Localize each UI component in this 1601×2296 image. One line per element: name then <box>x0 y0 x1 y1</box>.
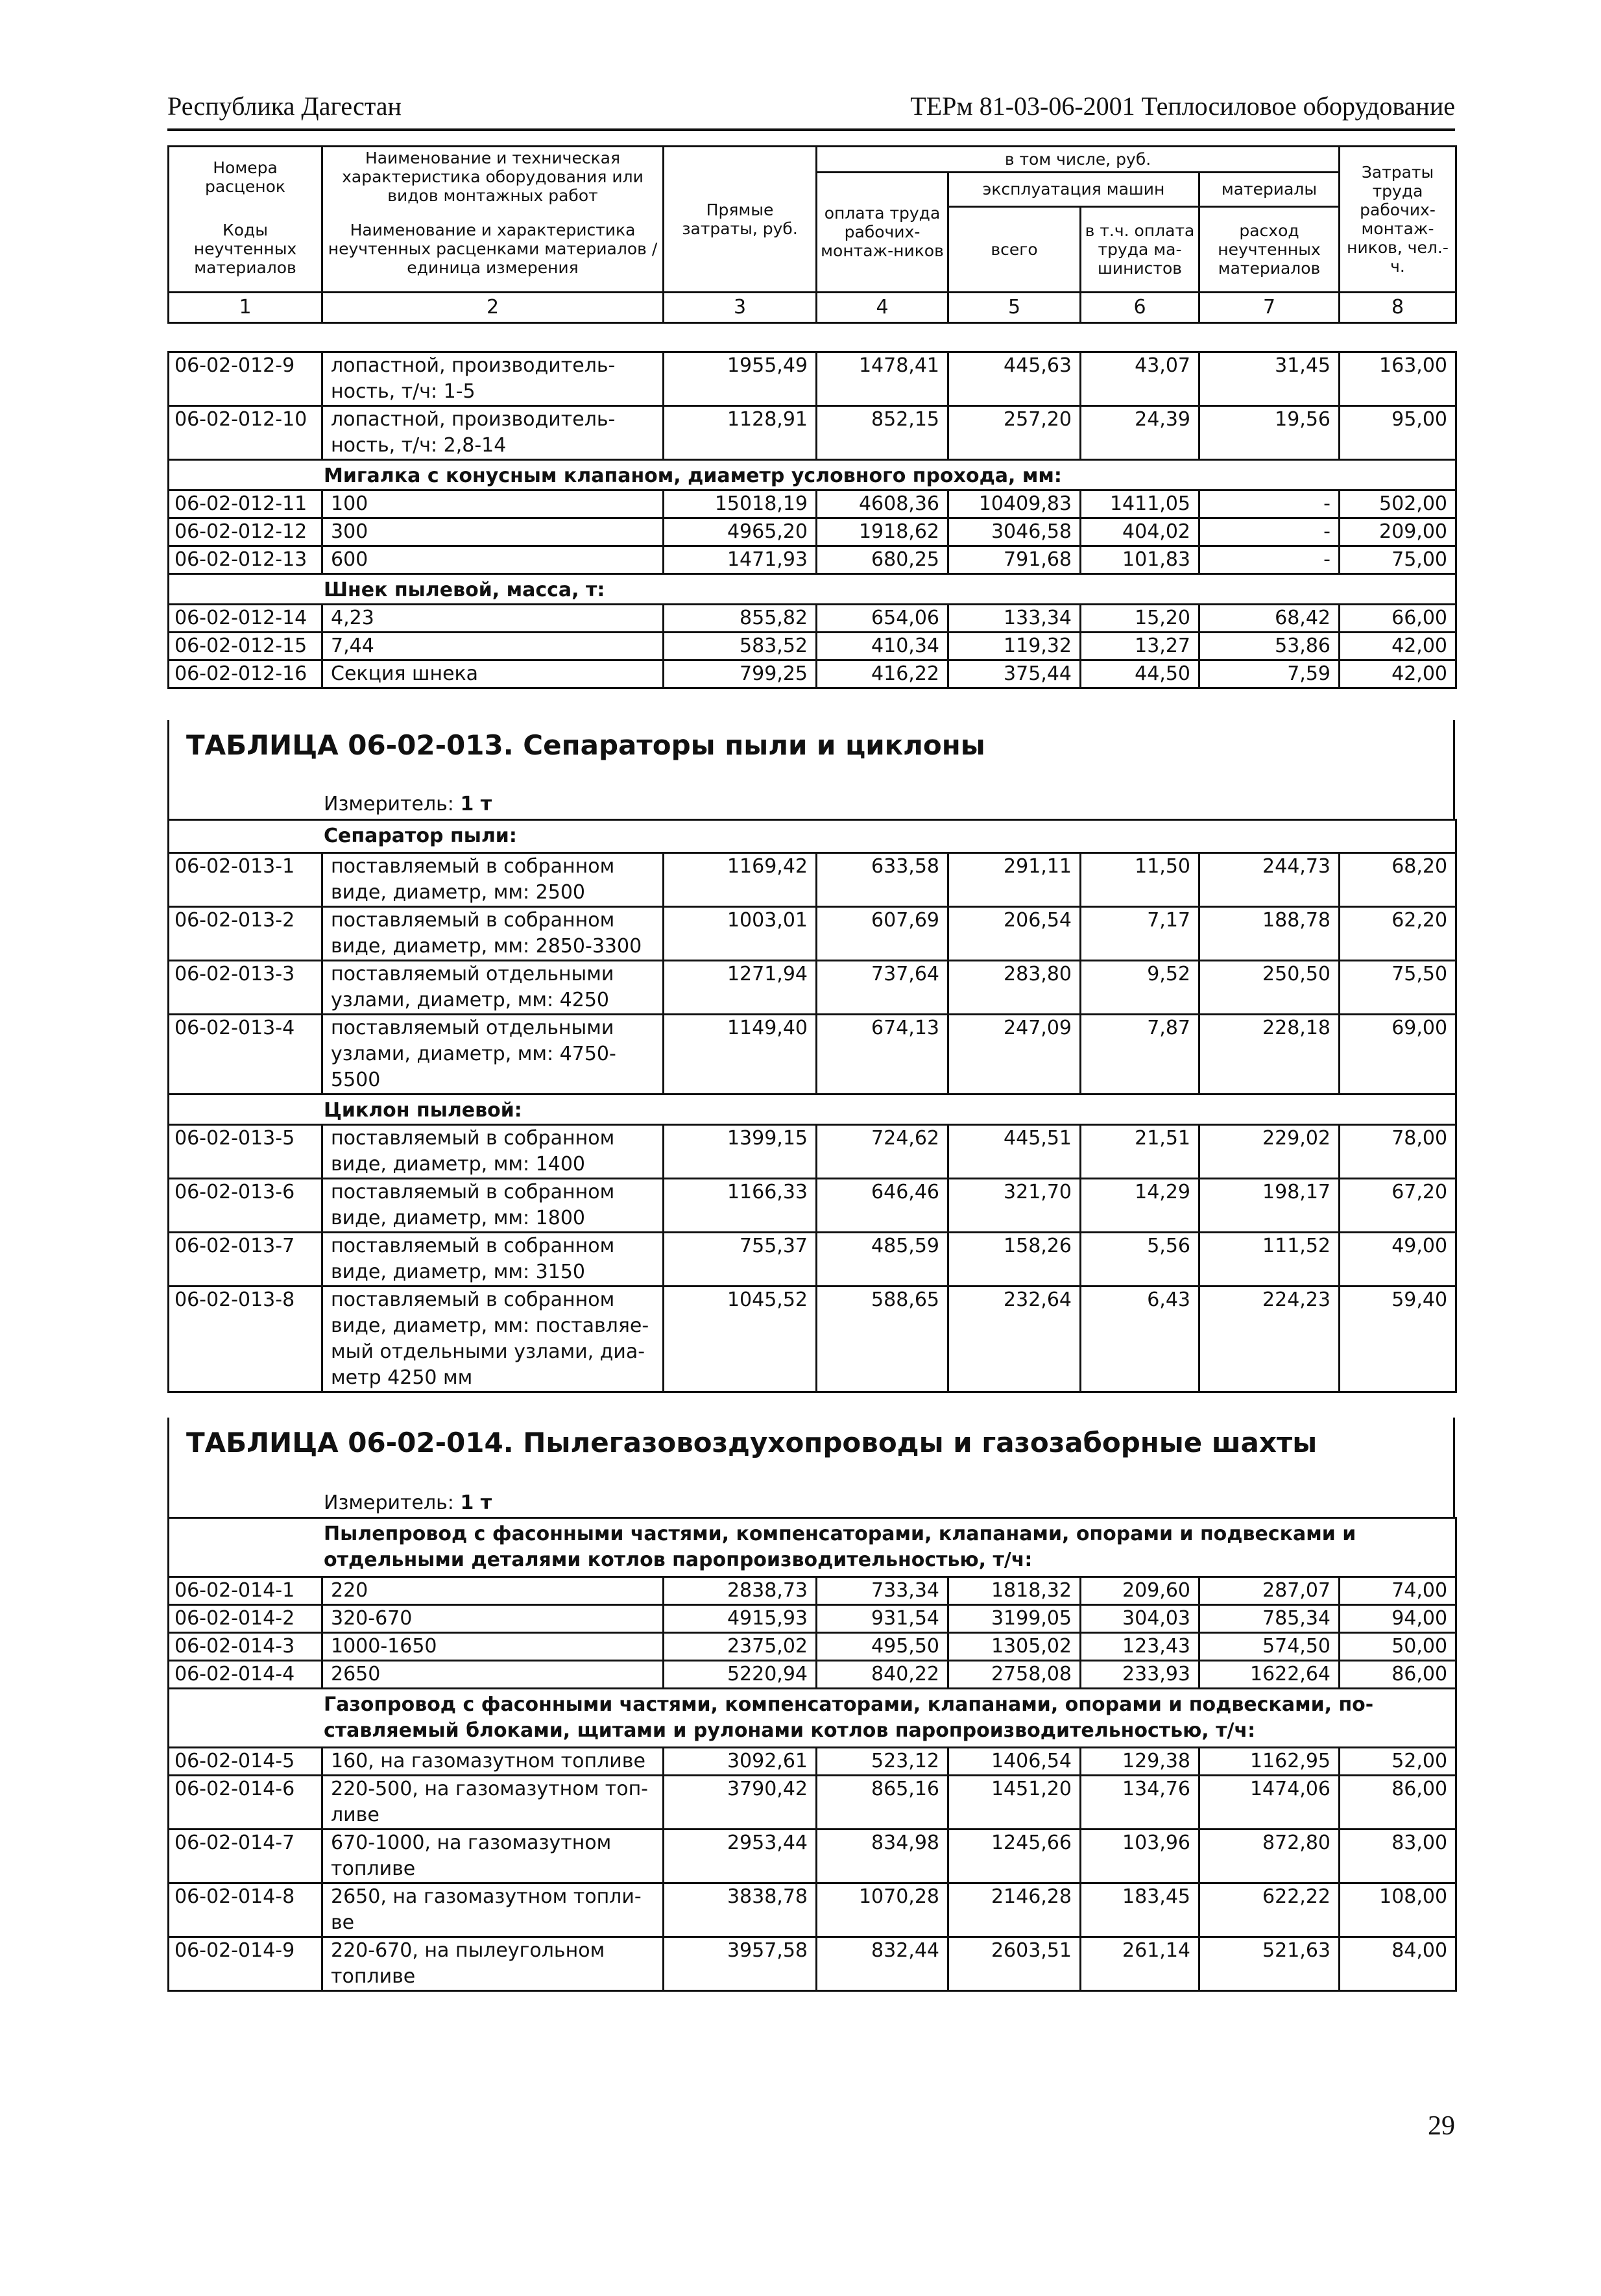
rate-code: 06-02-012-11 <box>169 490 322 518</box>
running-header <box>167 91 1455 131</box>
labor-pay: 588,65 <box>817 1287 948 1392</box>
table-06-02-013 <box>167 819 1457 1393</box>
machinist-pay: 7,17 <box>1081 907 1199 961</box>
machinist-pay: 15,20 <box>1081 605 1199 633</box>
meter-value: 1 т <box>460 793 492 816</box>
group-heading: Шнек пылевой, масса, т: <box>169 574 1456 605</box>
column-index: 5 <box>948 292 1081 322</box>
materials-cost: 250,50 <box>1199 961 1340 1015</box>
rate-code: 06-02-012-9 <box>169 352 322 406</box>
labor-hours: 75,00 <box>1340 546 1456 574</box>
materials-cost: 188,78 <box>1199 907 1340 961</box>
direct-cost: 3092,61 <box>664 1748 817 1776</box>
labor-hours: 50,00 <box>1340 1633 1456 1661</box>
direct-cost: 1399,15 <box>664 1125 817 1179</box>
machine-total: 10409,83 <box>948 490 1081 518</box>
rate-code: 06-02-013-8 <box>169 1287 322 1392</box>
labor-pay: 633,58 <box>817 853 948 907</box>
work-description: 670-1000, на газомазутном топливе <box>322 1830 664 1883</box>
machine-total: 257,20 <box>948 406 1081 460</box>
labor-hours: 59,40 <box>1340 1287 1456 1392</box>
table-row <box>169 406 1456 460</box>
materials-cost: 7,59 <box>1199 660 1340 688</box>
meter-label: Измеритель: <box>324 1492 454 1514</box>
machine-total: 119,32 <box>948 633 1081 660</box>
labor-pay: 1070,28 <box>817 1883 948 1937</box>
direct-cost: 2953,44 <box>664 1830 817 1883</box>
direct-cost: 1149,40 <box>664 1015 817 1094</box>
materials-cost: 872,80 <box>1199 1830 1340 1883</box>
direct-cost: 1003,01 <box>664 907 817 961</box>
machine-total: 1245,66 <box>948 1830 1081 1883</box>
header-materialy: материалы <box>1199 173 1340 207</box>
direct-cost: 5220,94 <box>664 1661 817 1689</box>
column-index: 2 <box>322 292 664 322</box>
table-row <box>169 352 1456 406</box>
rate-code: 06-02-012-16 <box>169 660 322 688</box>
materials-cost: - <box>1199 546 1340 574</box>
materials-cost: 244,73 <box>1199 853 1340 907</box>
rate-code: 06-02-014-8 <box>169 1883 322 1937</box>
labor-pay: 4608,36 <box>817 490 948 518</box>
labor-hours: 83,00 <box>1340 1830 1456 1883</box>
labor-hours: 74,00 <box>1340 1577 1456 1605</box>
work-description: 160, на газомазутном топливе <box>322 1748 664 1776</box>
machinist-pay: 123,43 <box>1081 1633 1199 1661</box>
column-index: 8 <box>1340 292 1456 322</box>
machinist-pay: 13,27 <box>1081 633 1199 660</box>
rate-code: 06-02-013-6 <box>169 1179 322 1233</box>
direct-cost: 1045,52 <box>664 1287 817 1392</box>
direct-cost: 1166,33 <box>664 1179 817 1233</box>
machine-total: 3046,58 <box>948 518 1081 546</box>
direct-cost: 15018,19 <box>664 490 817 518</box>
materials-cost: 1622,64 <box>1199 1661 1340 1689</box>
labor-pay: 495,50 <box>817 1633 948 1661</box>
work-description: поставляемый в собранном виде, диаметр, мм: 3150 <box>322 1233 664 1287</box>
labor-hours: 49,00 <box>1340 1233 1456 1287</box>
direct-cost: 1271,94 <box>664 961 817 1015</box>
materials-cost: 229,02 <box>1199 1125 1340 1179</box>
labor-hours: 86,00 <box>1340 1776 1456 1830</box>
column-index: 7 <box>1199 292 1340 322</box>
rate-code: 06-02-012-15 <box>169 633 322 660</box>
group-heading: Циклон пылевой: <box>169 1094 1456 1125</box>
materials-cost: 228,18 <box>1199 1015 1340 1094</box>
table-row <box>169 1661 1456 1689</box>
table-013-meter <box>324 793 492 816</box>
labor-hours: 42,00 <box>1340 633 1456 660</box>
table-014-title-block <box>167 1418 1455 1518</box>
rate-code: 06-02-014-3 <box>169 1633 322 1661</box>
header-region: Республика Дагестан <box>167 91 402 121</box>
machinist-pay: 11,50 <box>1081 853 1199 907</box>
direct-cost: 4915,93 <box>664 1605 817 1633</box>
machinist-pay: 404,02 <box>1081 518 1199 546</box>
work-description: 300 <box>322 518 664 546</box>
direct-cost: 1471,93 <box>664 546 817 574</box>
rate-code: 06-02-012-10 <box>169 406 322 460</box>
header-vtom: в том числе, руб. <box>817 147 1340 173</box>
work-description: 220 <box>322 1577 664 1605</box>
table-014-title: ТАБЛИЦА 06-02-014. Пылегазовоздухопроводы и газозаборные шахты <box>186 1427 1318 1458</box>
machine-total: 321,70 <box>948 1179 1081 1233</box>
machinist-pay: 43,07 <box>1081 352 1199 406</box>
rate-code: 06-02-013-3 <box>169 961 322 1015</box>
labor-pay: 654,06 <box>817 605 948 633</box>
machine-total: 791,68 <box>948 546 1081 574</box>
header-standard-title: ТЕРм 81-03-06-2001 Теплосиловое оборудование <box>910 91 1455 121</box>
direct-cost: 2838,73 <box>664 1577 817 1605</box>
materials-cost: 111,52 <box>1199 1233 1340 1287</box>
work-description: поставляемый отдельными узлами, диаметр, мм: 4750-5500 <box>322 1015 664 1094</box>
table-row <box>169 546 1456 574</box>
labor-pay: 724,62 <box>817 1125 948 1179</box>
rate-code: 06-02-014-2 <box>169 1605 322 1633</box>
table-row <box>169 490 1456 518</box>
group-heading: Пылепровод с фасонными частями, компенсаторами, клапанами, опорами и подвесками и отдельными деталями котлов паропроизводительностью, т/ч: <box>169 1518 1456 1577</box>
labor-hours: 84,00 <box>1340 1937 1456 1991</box>
work-description: 320-670 <box>322 1605 664 1633</box>
labor-pay: 832,44 <box>817 1937 948 1991</box>
labor-hours: 42,00 <box>1340 660 1456 688</box>
work-description: 7,44 <box>322 633 664 660</box>
table-06-02-012 <box>167 351 1457 689</box>
labor-pay: 865,16 <box>817 1776 948 1830</box>
labor-hours: 209,00 <box>1340 518 1456 546</box>
work-description: поставляемый отдельными узлами, диаметр, мм: 4250 <box>322 961 664 1015</box>
table-row <box>169 1633 1456 1661</box>
table-row <box>169 1937 1456 1991</box>
rate-code: 06-02-012-14 <box>169 605 322 633</box>
labor-hours: 66,00 <box>1340 605 1456 633</box>
materials-cost: 19,56 <box>1199 406 1340 460</box>
machinist-pay: 129,38 <box>1081 1748 1199 1776</box>
group-heading: Сепаратор пыли: <box>169 820 1456 853</box>
header-nomera: Номера расценок <box>169 147 322 207</box>
header-kody: Коды неучтенных материалов <box>169 206 322 292</box>
direct-cost: 2375,02 <box>664 1633 817 1661</box>
table-row <box>169 605 1456 633</box>
meter-label: Измеритель: <box>324 793 454 816</box>
work-description: 4,23 <box>322 605 664 633</box>
work-description: 600 <box>322 546 664 574</box>
machinist-pay: 24,39 <box>1081 406 1199 460</box>
labor-hours: 67,20 <box>1340 1179 1456 1233</box>
labor-hours: 68,20 <box>1340 853 1456 907</box>
labor-pay: 852,15 <box>817 406 948 460</box>
table-013-title: ТАБЛИЦА 06-02-013. Сепараторы пыли и циклоны <box>186 729 985 761</box>
machinist-pay: 5,56 <box>1081 1233 1199 1287</box>
header-oplata: оплата труда рабочих-монтаж-ников <box>817 173 948 293</box>
header-vsego: всего <box>948 206 1081 292</box>
machinist-pay: 9,52 <box>1081 961 1199 1015</box>
rate-code: 06-02-014-6 <box>169 1776 322 1830</box>
machinist-pay: 209,60 <box>1081 1577 1199 1605</box>
work-description: 2650 <box>322 1661 664 1689</box>
direct-cost: 583,52 <box>664 633 817 660</box>
group-heading: Мигалка с конусным клапаном, диаметр условного прохода, мм: <box>169 460 1456 490</box>
machine-total: 1818,32 <box>948 1577 1081 1605</box>
machine-total: 247,09 <box>948 1015 1081 1094</box>
labor-pay: 840,22 <box>817 1661 948 1689</box>
rate-code: 06-02-014-9 <box>169 1937 322 1991</box>
labor-hours: 502,00 <box>1340 490 1456 518</box>
machinist-pay: 134,76 <box>1081 1776 1199 1830</box>
table-014-meter <box>324 1492 492 1514</box>
table-row <box>169 1748 1456 1776</box>
machinist-pay: 14,29 <box>1081 1179 1199 1233</box>
work-description: поставляемый в собранном виде, диаметр, мм: 1400 <box>322 1125 664 1179</box>
machinist-pay: 44,50 <box>1081 660 1199 688</box>
machinist-pay: 183,45 <box>1081 1883 1199 1937</box>
rate-code: 06-02-013-2 <box>169 907 322 961</box>
labor-hours: 163,00 <box>1340 352 1456 406</box>
column-index: 6 <box>1081 292 1199 322</box>
machinist-pay: 233,93 <box>1081 1661 1199 1689</box>
materials-cost: 31,45 <box>1199 352 1340 406</box>
header-zatraty: Затраты труда рабочих-монтаж-ников, чел.-ч. <box>1340 147 1456 293</box>
table-row <box>169 1233 1456 1287</box>
work-description: поставляемый в собранном виде, диаметр, мм: 1800 <box>322 1179 664 1233</box>
labor-pay: 523,12 <box>817 1748 948 1776</box>
materials-cost: 1474,06 <box>1199 1776 1340 1830</box>
machine-total: 206,54 <box>948 907 1081 961</box>
machinist-pay: 261,14 <box>1081 1937 1199 1991</box>
table-row <box>169 633 1456 660</box>
materials-cost: 198,17 <box>1199 1179 1340 1233</box>
machine-total: 232,64 <box>948 1287 1081 1392</box>
labor-hours: 108,00 <box>1340 1883 1456 1937</box>
rate-code: 06-02-013-1 <box>169 853 322 907</box>
table-row <box>169 1015 1456 1094</box>
table-06-02-014 <box>167 1517 1457 1992</box>
labor-pay: 674,13 <box>817 1015 948 1094</box>
table-row <box>169 1830 1456 1883</box>
column-index: 4 <box>817 292 948 322</box>
materials-cost: 785,34 <box>1199 1605 1340 1633</box>
labor-hours: 75,50 <box>1340 961 1456 1015</box>
table-row <box>169 1883 1456 1937</box>
materials-cost: - <box>1199 518 1340 546</box>
materials-cost: 622,22 <box>1199 1883 1340 1937</box>
labor-hours: 78,00 <box>1340 1125 1456 1179</box>
work-description: 100 <box>322 490 664 518</box>
rate-code: 06-02-014-1 <box>169 1577 322 1605</box>
table-row <box>169 1125 1456 1179</box>
materials-cost: - <box>1199 490 1340 518</box>
work-description: поставляемый в собранном виде, диаметр, мм: 2500 <box>322 853 664 907</box>
machine-total: 445,51 <box>948 1125 1081 1179</box>
work-description: поставляемый в собранном виде, диаметр, мм: поставляе-мый отдельными узлами, диа-метр 4250 мм <box>322 1287 664 1392</box>
direct-cost: 755,37 <box>664 1233 817 1287</box>
group-heading: Газопровод с фасонными частями, компенсаторами, клапанами, опорами и подвесками, по-ставляемый блоками, щитами и рулонами котлов паропроизводительностью, т/ч: <box>169 1689 1456 1748</box>
direct-cost: 3838,78 <box>664 1883 817 1937</box>
table-row <box>169 660 1456 688</box>
rate-code: 06-02-014-5 <box>169 1748 322 1776</box>
machine-total: 291,11 <box>948 853 1081 907</box>
work-description: Секция шнека <box>322 660 664 688</box>
table-row <box>169 1776 1456 1830</box>
materials-cost: 1162,95 <box>1199 1748 1340 1776</box>
meter-value: 1 т <box>460 1492 492 1514</box>
work-description: 220-500, на газомазутном топ-ливе <box>322 1776 664 1830</box>
table-013-title-block <box>167 720 1455 820</box>
table-row <box>169 961 1456 1015</box>
direct-cost: 3790,42 <box>664 1776 817 1830</box>
machine-total: 445,63 <box>948 352 1081 406</box>
work-description: лопастной, производитель-ность, т/ч: 1-5 <box>322 352 664 406</box>
machinist-pay: 21,51 <box>1081 1125 1199 1179</box>
machine-total: 3199,05 <box>948 1605 1081 1633</box>
table-row <box>169 1605 1456 1633</box>
rate-code: 06-02-014-7 <box>169 1830 322 1883</box>
labor-hours: 62,20 <box>1340 907 1456 961</box>
direct-cost: 4965,20 <box>664 518 817 546</box>
machine-total: 2758,08 <box>948 1661 1081 1689</box>
direct-cost: 799,25 <box>664 660 817 688</box>
header-name-top: Наименование и техническая характеристика оборудования или видов монтажных работ <box>322 147 664 207</box>
machinist-pay: 6,43 <box>1081 1287 1199 1392</box>
labor-pay: 646,46 <box>817 1179 948 1233</box>
header-name-bottom: Наименование и характеристика неучтенных расценками материалов / единица измерения <box>322 206 664 292</box>
table-row <box>169 518 1456 546</box>
machinist-pay: 304,03 <box>1081 1605 1199 1633</box>
labor-hours: 94,00 <box>1340 1605 1456 1633</box>
table-row <box>169 1179 1456 1233</box>
materials-cost: 224,23 <box>1199 1287 1340 1392</box>
direct-cost: 855,82 <box>664 605 817 633</box>
column-index: 3 <box>664 292 817 322</box>
direct-cost: 3957,58 <box>664 1937 817 1991</box>
materials-cost: 287,07 <box>1199 1577 1340 1605</box>
direct-cost: 1128,91 <box>664 406 817 460</box>
machine-total: 1305,02 <box>948 1633 1081 1661</box>
machinist-pay: 7,87 <box>1081 1015 1199 1094</box>
column-header-table <box>167 145 1457 324</box>
machinist-pay: 103,96 <box>1081 1830 1199 1883</box>
machine-total: 1406,54 <box>948 1748 1081 1776</box>
header-ekspl: эксплуатация машин <box>948 173 1199 207</box>
machine-total: 133,34 <box>948 605 1081 633</box>
rate-code: 06-02-012-12 <box>169 518 322 546</box>
work-description: 2650, на газомазутном топли-ве <box>322 1883 664 1937</box>
labor-hours: 95,00 <box>1340 406 1456 460</box>
labor-pay: 1478,41 <box>817 352 948 406</box>
work-description: поставляемый в собранном виде, диаметр, мм: 2850-3300 <box>322 907 664 961</box>
labor-pay: 416,22 <box>817 660 948 688</box>
column-index: 1 <box>169 292 322 322</box>
rate-code: 06-02-014-4 <box>169 1661 322 1689</box>
work-description: лопастной, производитель-ность, т/ч: 2,8-14 <box>322 406 664 460</box>
materials-cost: 574,50 <box>1199 1633 1340 1661</box>
machine-total: 2146,28 <box>948 1883 1081 1937</box>
work-description: 220-670, на пылеугольном топливе <box>322 1937 664 1991</box>
machinist-pay: 101,83 <box>1081 546 1199 574</box>
work-description: 1000-1650 <box>322 1633 664 1661</box>
machine-total: 283,80 <box>948 961 1081 1015</box>
page-number: 29 <box>1428 2111 1455 2141</box>
labor-pay: 485,59 <box>817 1233 948 1287</box>
labor-pay: 410,34 <box>817 633 948 660</box>
labor-pay: 607,69 <box>817 907 948 961</box>
direct-cost: 1955,49 <box>664 352 817 406</box>
materials-cost: 53,86 <box>1199 633 1340 660</box>
labor-pay: 931,54 <box>817 1605 948 1633</box>
table-row <box>169 1287 1456 1392</box>
machine-total: 158,26 <box>948 1233 1081 1287</box>
materials-cost: 521,63 <box>1199 1937 1340 1991</box>
rate-code: 06-02-013-5 <box>169 1125 322 1179</box>
materials-cost: 68,42 <box>1199 605 1340 633</box>
machine-total: 375,44 <box>948 660 1081 688</box>
machine-total: 2603,51 <box>948 1937 1081 1991</box>
table-row <box>169 853 1456 907</box>
machine-total: 1451,20 <box>948 1776 1081 1830</box>
header-vtch: в т.ч. оплата труда ма-шинистов <box>1081 206 1199 292</box>
rate-code: 06-02-012-13 <box>169 546 322 574</box>
rate-code: 06-02-013-7 <box>169 1233 322 1287</box>
header-pryamye: Прямые затраты, руб. <box>664 147 817 293</box>
labor-hours: 86,00 <box>1340 1661 1456 1689</box>
labor-pay: 834,98 <box>817 1830 948 1883</box>
labor-pay: 680,25 <box>817 546 948 574</box>
header-rashod: расход неучтенных материалов <box>1199 206 1340 292</box>
labor-pay: 737,64 <box>817 961 948 1015</box>
labor-hours: 52,00 <box>1340 1748 1456 1776</box>
machinist-pay: 1411,05 <box>1081 490 1199 518</box>
table-row <box>169 1577 1456 1605</box>
labor-pay: 1918,62 <box>817 518 948 546</box>
labor-hours: 69,00 <box>1340 1015 1456 1094</box>
rate-code: 06-02-013-4 <box>169 1015 322 1094</box>
labor-pay: 733,34 <box>817 1577 948 1605</box>
direct-cost: 1169,42 <box>664 853 817 907</box>
table-row <box>169 907 1456 961</box>
